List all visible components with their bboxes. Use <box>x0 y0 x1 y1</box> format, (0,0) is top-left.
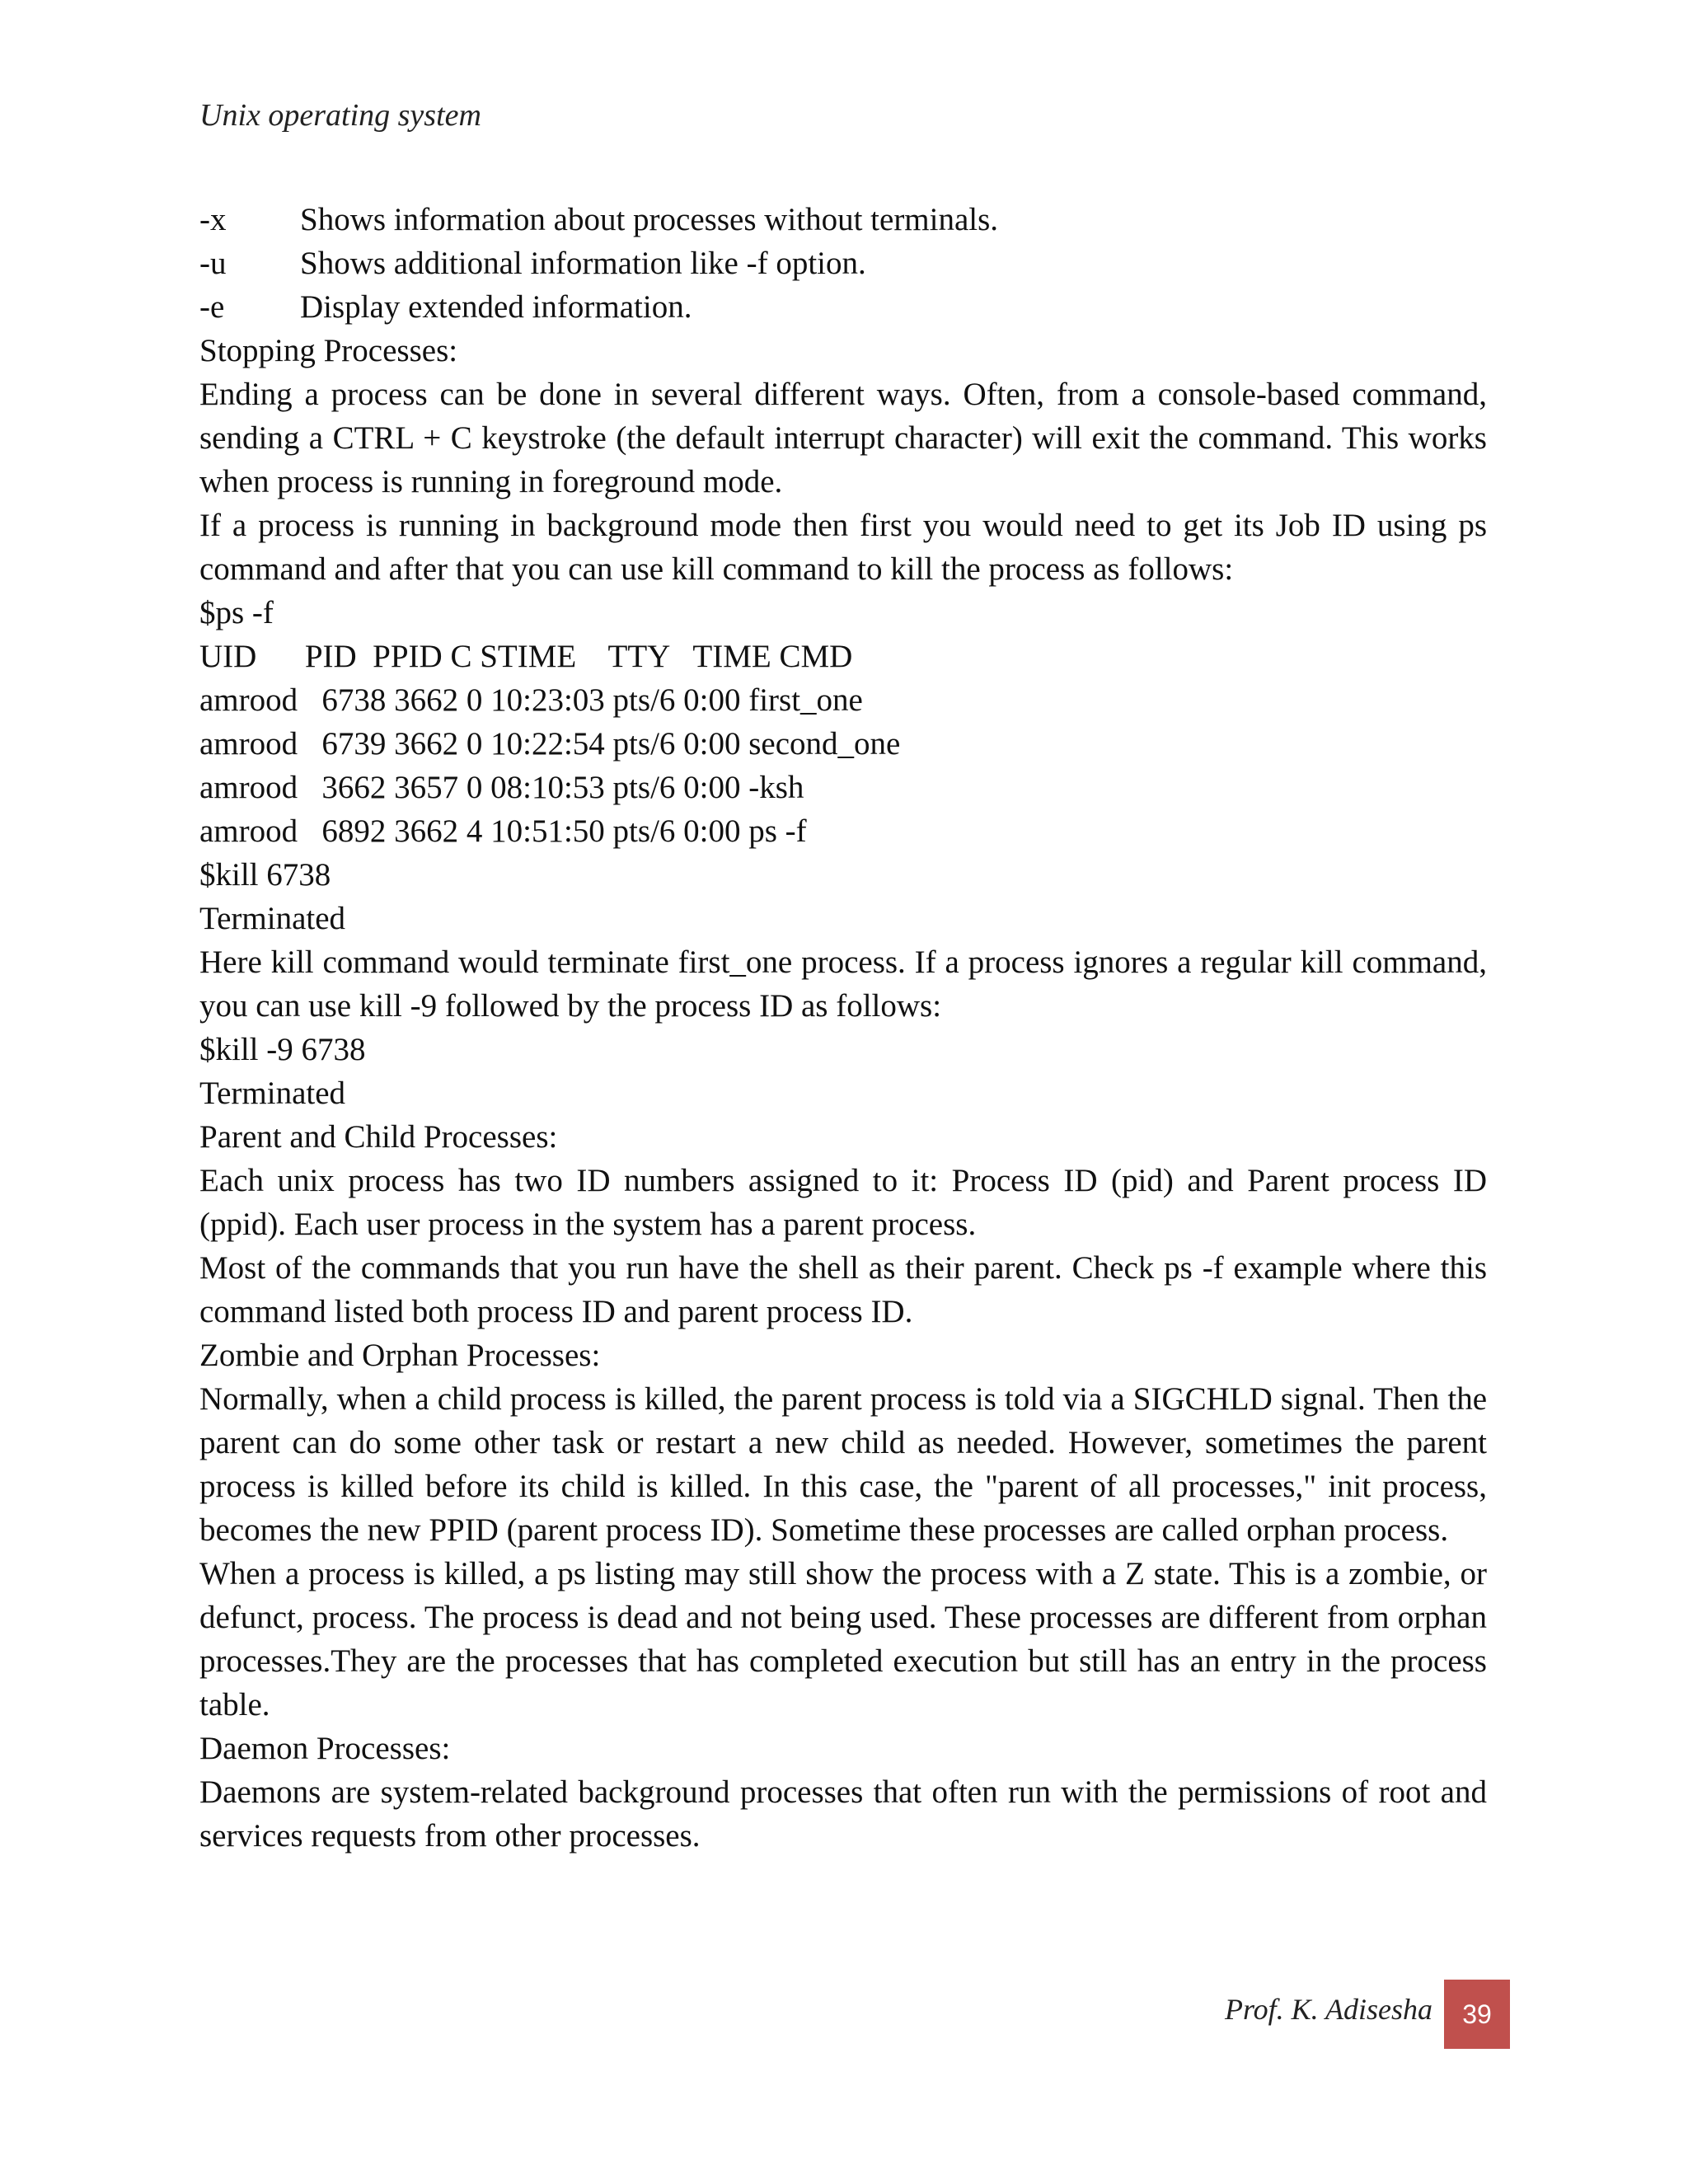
option-desc: Display extended information. <box>300 289 692 325</box>
ps-output-header: UID PID PPID C STIME TTY TIME CMD <box>199 639 853 674</box>
paragraph-zombie-2: When a process is killed, a ps listing may still show the process with a Z state. This is a zombie, or defunct, process. The process is dead and not being used. These processes are different from orphan processes.They are the processes that has completed execution but still has an entry in the process table. <box>199 1556 1487 1722</box>
option-flag: -e <box>199 289 225 325</box>
command-ps: $ps -f <box>199 595 274 630</box>
section-heading-daemon: Daemon Processes: <box>199 1731 451 1766</box>
paragraph-parent-1: Each unix process has two ID numbers assigned to it: Process ID (pid) and Parent process ID (ppid). Each user process in the system has a parent process. <box>199 1163 1487 1242</box>
option-row-e <box>199 285 1487 329</box>
paragraph-stopping-2: If a process is running in background mode then first you would need to get its Job ID using ps command and after that you can use kill command to kill the process as follows: <box>199 508 1487 587</box>
paragraph-zombie-1: Normally, when a child process is killed, the parent process is told via a SIGCHLD signal. Then the parent can do some other task or restart a new child as needed. However, sometimes the parent process is killed before its child is killed. In this case, the "parent of all processes," init process, becomes the new PPID (parent process ID). Sometime these processes are called orphan process. <box>199 1381 1487 1548</box>
option-desc: Shows additional information like -f option. <box>300 246 866 281</box>
output-terminated: Terminated <box>199 901 346 936</box>
paragraph-parent-2: Most of the commands that you run have the shell as their parent. Check ps -f example where this command listed both process ID and parent process ID. <box>199 1250 1487 1329</box>
page-header-title: Unix operating system <box>199 98 481 133</box>
option-flag: -x <box>199 202 227 237</box>
option-row-u <box>199 241 1487 285</box>
ps-output-row: amrood 6892 3662 4 10:51:50 pts/6 0:00 ps -f <box>199 813 807 849</box>
command-kill-9: $kill -9 6738 <box>199 1032 366 1067</box>
page-content <box>199 198 1487 1858</box>
command-kill: $kill 6738 <box>199 857 331 893</box>
ps-output-row: amrood 6739 3662 0 10:22:54 pts/6 0:00 second_one <box>199 726 901 762</box>
footer-author: Prof. K. Adisesha <box>1224 1993 1432 2026</box>
ps-output-row: amrood 6738 3662 0 10:23:03 pts/6 0:00 first_one <box>199 682 863 718</box>
section-heading-zombie-orphan: Zombie and Orphan Processes: <box>199 1338 601 1373</box>
paragraph-kill: Here kill command would terminate first_one process. If a process ignores a regular kill command, you can use kill -9 followed by the process ID as follows: <box>199 944 1487 1024</box>
ps-output-row: amrood 3662 3657 0 08:10:53 pts/6 0:00 -ksh <box>199 770 804 805</box>
option-flag: -u <box>199 246 227 281</box>
section-heading-parent-child: Parent and Child Processes: <box>199 1119 558 1155</box>
option-desc: Shows information about processes without terminals. <box>300 202 999 237</box>
paragraph-daemon-1: Daemons are system-related background processes that often run with the permissions of root and services requests from other processes. <box>199 1774 1487 1854</box>
paragraph-stopping-1: Ending a process can be done in several different ways. Often, from a console-based command, sending a CTRL + C keystroke (the default interrupt character) will exit the command. This works when process is running in foreground mode. <box>199 377 1487 499</box>
option-row-x <box>199 198 1487 241</box>
output-terminated: Terminated <box>199 1076 346 1111</box>
page-number-badge: 39 <box>1444 1980 1510 2049</box>
section-heading-stopping: Stopping Processes: <box>199 333 458 368</box>
